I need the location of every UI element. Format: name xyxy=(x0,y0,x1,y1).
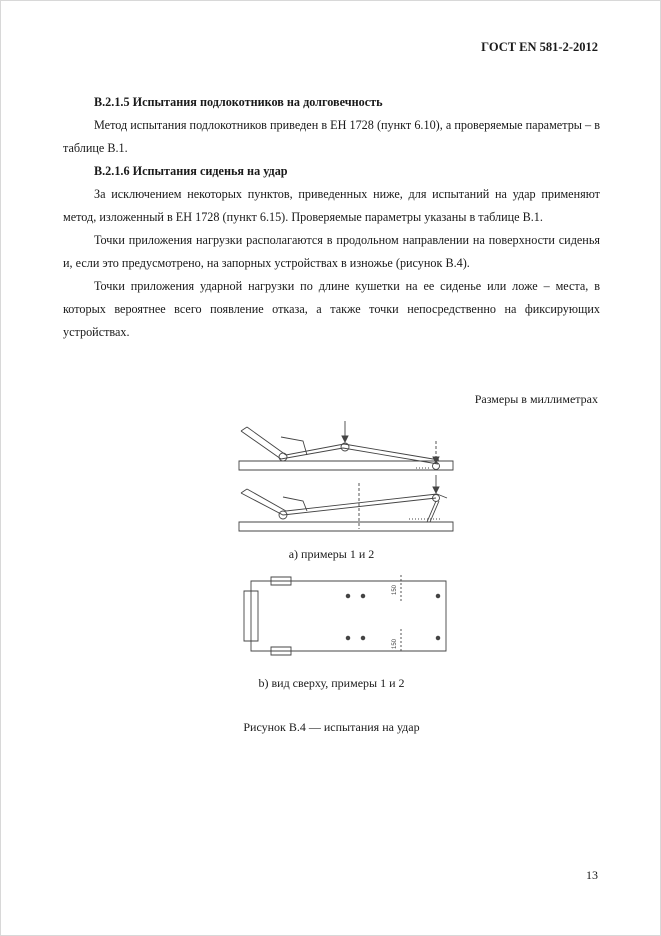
seat-outline xyxy=(251,581,446,651)
impact-point xyxy=(361,636,365,640)
caption-a: a) примеры 1 и 2 xyxy=(288,547,375,561)
side-view-example-1 xyxy=(239,421,453,470)
seat-profile-upper xyxy=(247,489,437,511)
seat-profile xyxy=(241,493,436,515)
impact-point xyxy=(361,594,365,598)
top-view-drawing xyxy=(241,573,456,658)
impact-point xyxy=(346,636,350,640)
dimension-label-150: 150 xyxy=(392,584,398,595)
backrest-end xyxy=(241,427,247,431)
arrow-head xyxy=(342,436,348,442)
figure-caption: Рисунок B.4 — испытания на удар xyxy=(243,720,420,734)
page-number: 13 xyxy=(586,868,598,882)
pivot xyxy=(279,453,287,461)
side-view-example-2 xyxy=(239,475,453,531)
units-note: Размеры в миллиметрах xyxy=(474,392,598,406)
section-armrest-durability xyxy=(63,91,600,160)
backrest-end xyxy=(241,489,247,493)
base-rail xyxy=(239,522,453,531)
impact-point xyxy=(436,594,440,598)
impact-point xyxy=(346,594,350,598)
paragraph: За исключением некоторых пунктов, приведенных ниже, для испытаний на удар применяют метод, изложенный в ЕН 1728 (пункт 6.15). Проверяемые параметры указаны в таблице B.1. xyxy=(63,187,600,224)
standard-header: ГОСТ EN 581-2-2012 xyxy=(481,40,598,54)
seat-profile xyxy=(241,431,438,464)
side-view-drawing xyxy=(231,411,461,536)
paragraph: Точки приложения ударной нагрузки по длине кушетки на ее сиденье или ложе – места, в которых вероятнее всего появление отказа, а также точки непосредственно на фиксирующих устройствах. xyxy=(63,279,600,339)
armrest-support xyxy=(281,437,307,455)
foot-end xyxy=(437,494,447,498)
impact-point xyxy=(436,636,440,640)
paragraph: Точки приложения нагрузки располагаются в продольном направлении на поверхности сиденья и, если это предусмотрено, на запорных устройствах в изножье (рисунок B.4). xyxy=(63,233,600,270)
paragraph: Метод испытания подлокотников приведен в ЕН 1728 (пункт 6.10), а проверяемые параметры – в таблице B.1. xyxy=(63,118,600,155)
base-rail xyxy=(239,461,453,470)
caption-b: b) вид сверху, примеры 1 и 2 xyxy=(258,676,405,690)
section-heading: B.2.1.5 Испытания подлокотников на долговечность xyxy=(94,95,383,109)
section-heading: B.2.1.6 Испытания сиденья на удар xyxy=(94,164,288,178)
arrow-head xyxy=(433,487,439,493)
dimension-label-150: 150 xyxy=(392,638,398,649)
section-seat-impact xyxy=(63,160,600,344)
